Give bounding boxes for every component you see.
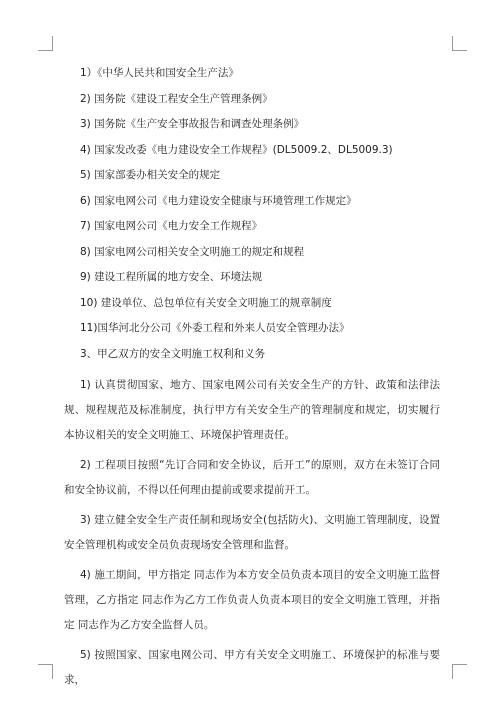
list-item: 7) 国家电网公司《电力安全工作规程》 [80,220,263,232]
list-item: 1）《中华人民共和国安全生产法》 [80,67,239,79]
paragraph: 3) 建立健全安全生产责任制和现场安全(包括防火)、文明施工管理制度，设置安全管理机构或安全员负责现场安全管理和监督。 [64,513,440,551]
list-item: 6) 国家电网公司《电力建设安全健康与环境管理工作规定》 [80,194,357,207]
list-item: 4) 国家发改委《电力建设安全工作规程》(DL5009.2、DL5009.3) [80,143,393,156]
paragraph: 5) 按照国家、国家电网公司、甲方有关安全文明施工、环境保护的标准与要求， [64,648,440,686]
crop-mark-top-left [38,36,53,51]
crop-mark-bottom-left [38,664,53,679]
list-item: 10) 建设单位、总包单位有关安全文明施工的规章制度 [80,296,332,309]
list-item: 2) 国务院《建设工程安全生产管理条例》 [80,92,273,105]
paragraph: 2) 工程项目按照“先订合同和安全协议，后开工”的原则，双方在未签订合同和安全协议前，不得以任何理由提前或要求提前开工。 [64,458,440,496]
document-body [64,64,440,698]
paragraph: 4) 施工期间，甲方指定 同志作为本方安全员负责本项目的安全文明施工监督管理，乙方指定 同志作为乙方工作负责人负责本项目的安全文明施工管理，并指定 同志作为乙方安全监督人员。 [64,568,440,631]
crop-mark-top-right [452,36,467,51]
list-item: 8) 国家电网公司相关安全文明施工的规定和规程 [80,245,305,258]
list-item: 5) 国家部委办相关安全的规定 [80,169,221,181]
crop-mark-bottom-right [452,664,467,679]
section-heading: 3、甲乙双方的安全文明施工权利和义务 [80,347,266,360]
paragraph: 1) 认真贯彻国家、地方、国家电网公司有关安全生产的方针、政策和法律法规、规程规范及标准制度，执行甲方有关安全生产的管理制度和规定，切实履行本协议相关的安全文明施工、环境保护管理责任。 [64,378,440,441]
list-item: 9) 建设工程所属的地方安全、环境法规 [80,271,263,283]
list-item: 3) 国务院《生产安全事故报告和调查处理条例》 [80,118,305,130]
list-item: 11)国华河北分公司《外委工程和外来人员安全管理办法》 [80,322,350,334]
